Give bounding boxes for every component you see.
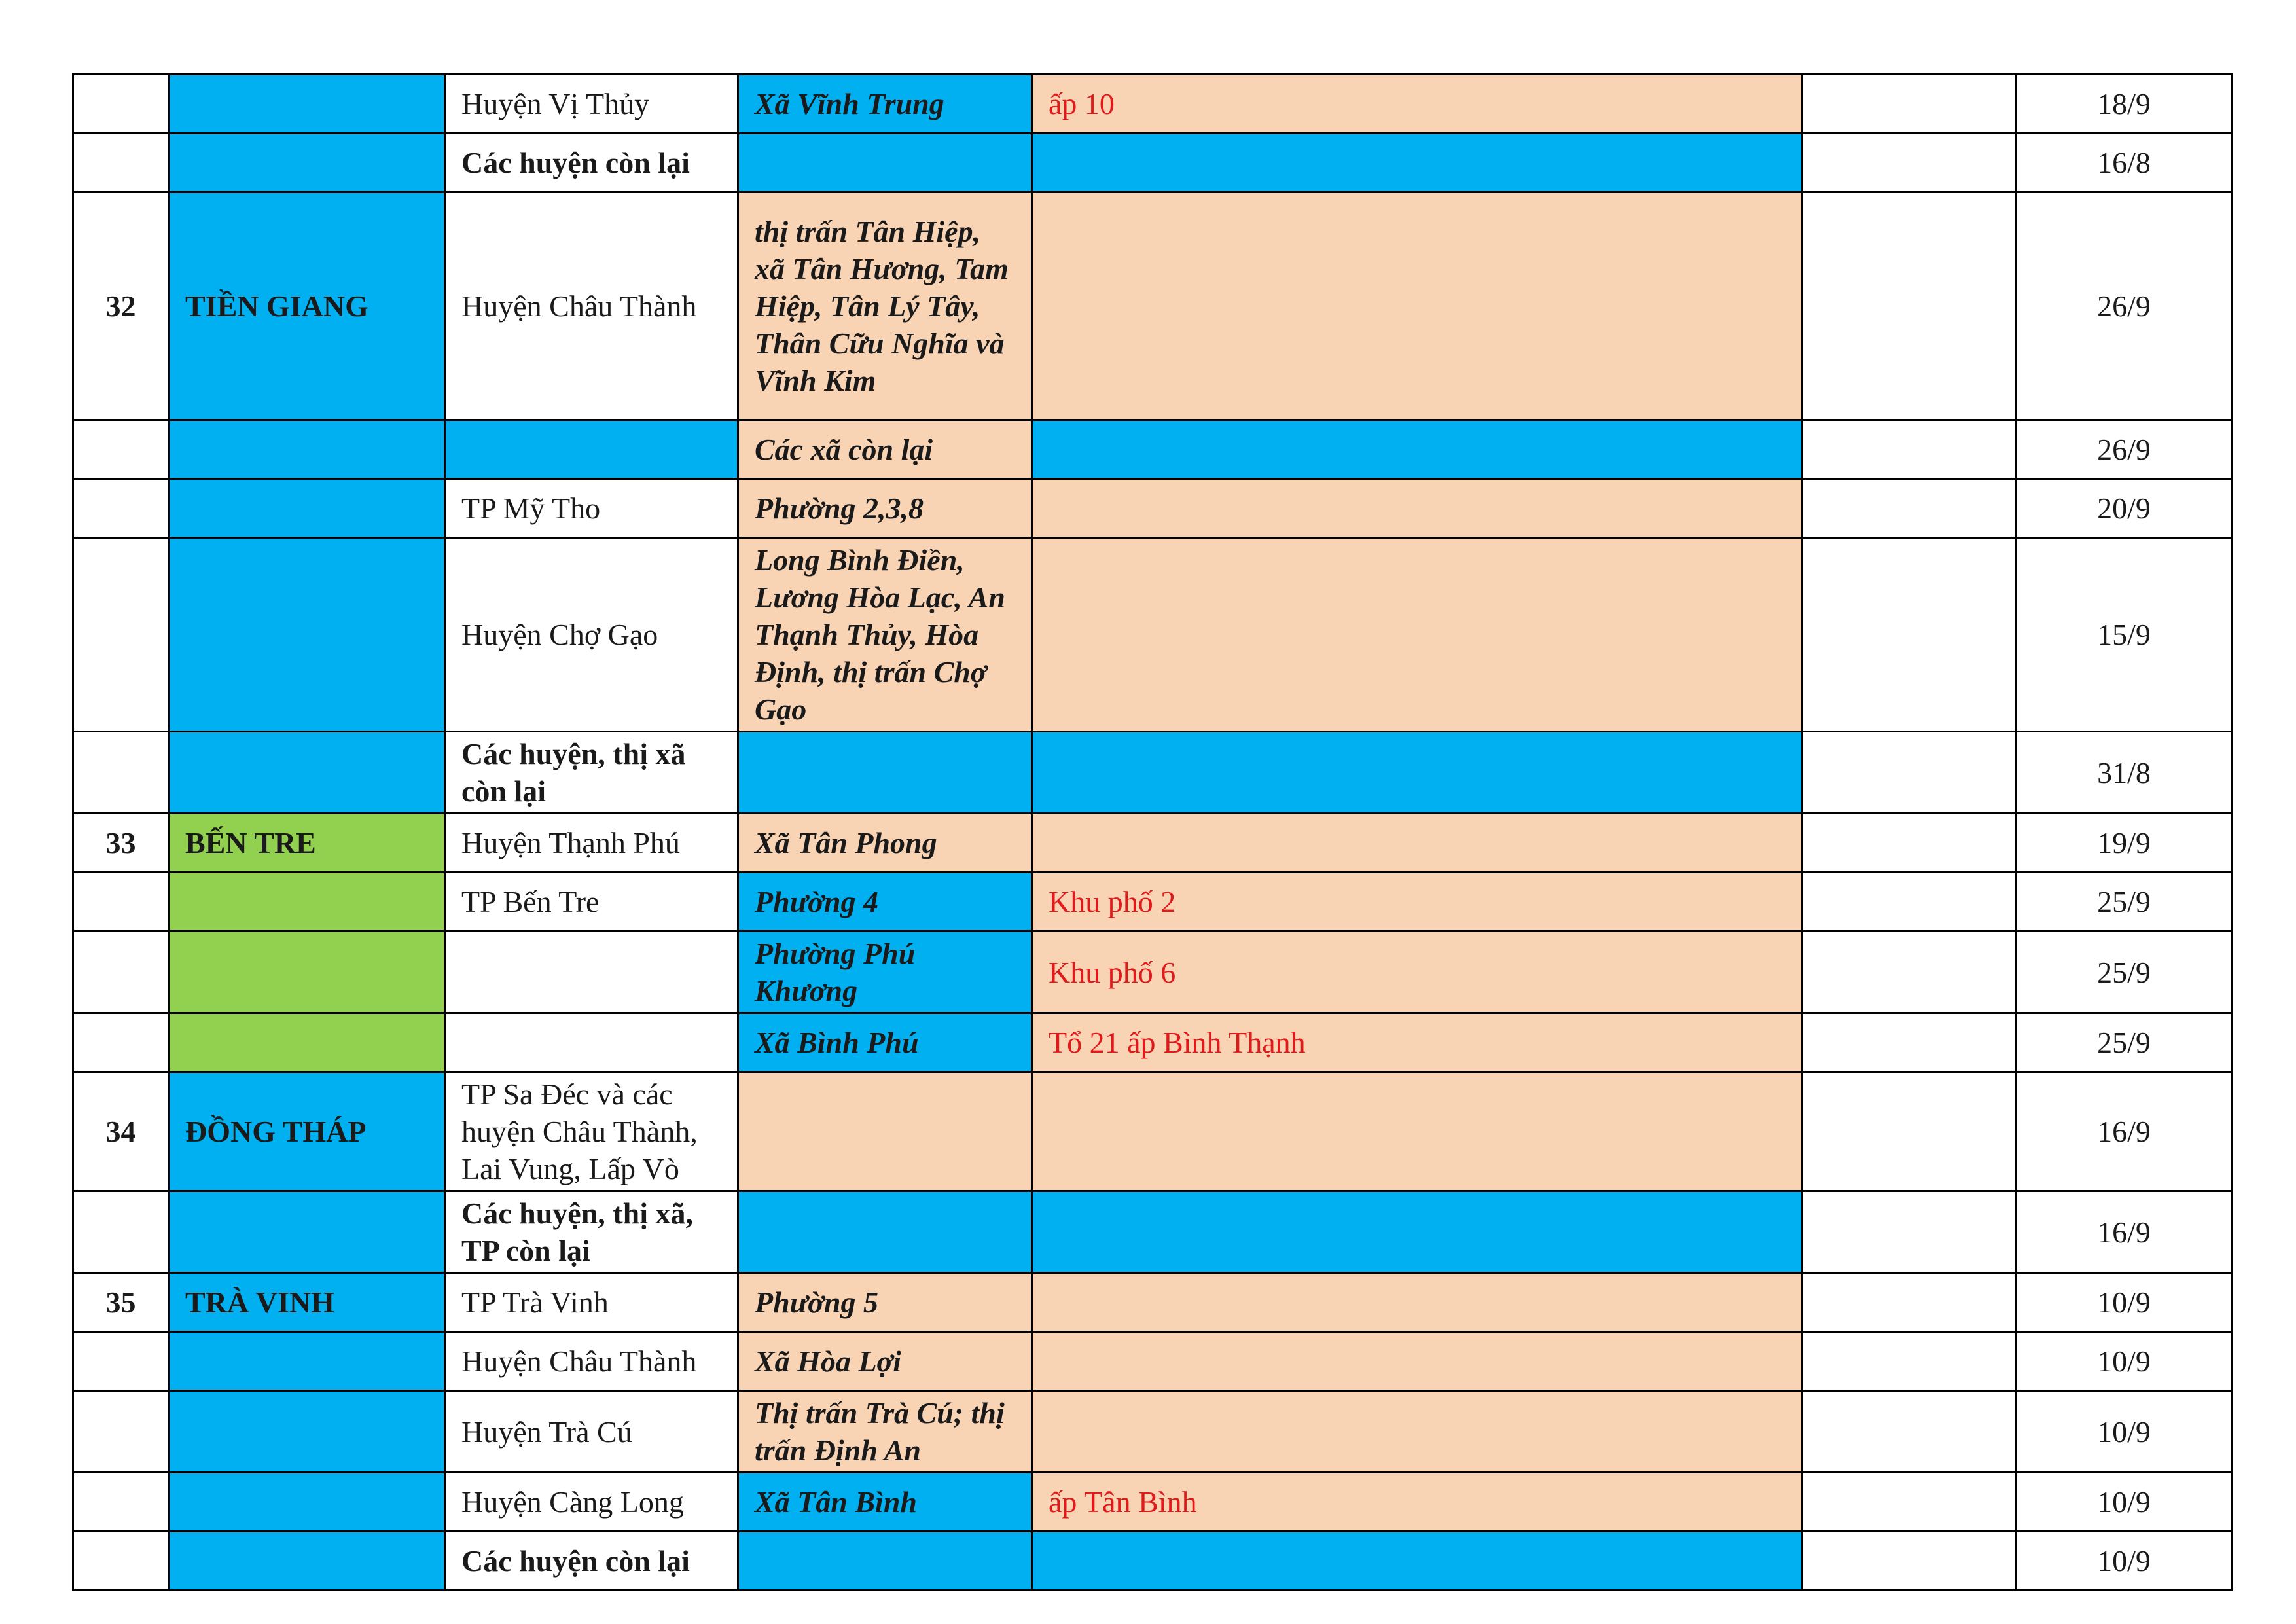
district-cell: Huyện Chợ Gạo (445, 538, 738, 732)
table-row (73, 1473, 2232, 1532)
commune-cell (738, 1532, 1032, 1591)
blank-cell (1803, 75, 2017, 134)
province-cell (169, 75, 445, 134)
date-cell: 10/9 (2017, 1532, 2232, 1591)
province-schedule-table (72, 73, 2233, 1591)
date-cell: 26/9 (2017, 192, 2232, 420)
row-number-cell (73, 538, 169, 732)
commune-cell: thị trấn Tân Hiệp, xã Tân Hương, Tam Hiệp, Tân Lý Tây, Thân Cữu Nghĩa và Vĩnh Kim (738, 192, 1032, 420)
province-cell (169, 1013, 445, 1072)
area-cell: Khu phố 6 (1032, 931, 1803, 1013)
area-cell (1032, 538, 1803, 732)
blank-cell (1803, 732, 2017, 814)
date-cell: 19/9 (2017, 814, 2232, 873)
date-cell: 26/9 (2017, 420, 2232, 479)
area-cell (1032, 1332, 1803, 1391)
table-row (73, 814, 2232, 873)
district-cell (445, 420, 738, 479)
commune-cell: Thị trấn Trà Cú; thị trấn Định An (738, 1391, 1032, 1473)
province-cell: TRÀ VINH (169, 1273, 445, 1332)
area-cell (1032, 1273, 1803, 1332)
table-row (73, 873, 2232, 931)
area-cell (1032, 732, 1803, 814)
province-cell (169, 1391, 445, 1473)
row-number-cell (73, 1013, 169, 1072)
district-cell: Các huyện, thị xã, TP còn lại (445, 1191, 738, 1273)
date-cell: 20/9 (2017, 479, 2232, 538)
commune-cell: Phường Phú Khương (738, 931, 1032, 1013)
commune-cell: Xã Vĩnh Trung (738, 75, 1032, 134)
blank-cell (1803, 1473, 2017, 1532)
area-cell: ấp Tân Bình (1032, 1473, 1803, 1532)
blank-cell (1803, 1013, 2017, 1072)
blank-cell (1803, 192, 2017, 420)
blank-cell (1803, 420, 2017, 479)
area-cell (1032, 420, 1803, 479)
district-cell: Các huyện còn lại (445, 134, 738, 192)
commune-cell: Phường 2,3,8 (738, 479, 1032, 538)
blank-cell (1803, 134, 2017, 192)
province-cell (169, 538, 445, 732)
date-cell: 31/8 (2017, 732, 2232, 814)
commune-cell (738, 1072, 1032, 1191)
blank-cell (1803, 538, 2017, 732)
table-row (73, 75, 2232, 134)
area-cell (1032, 1391, 1803, 1473)
commune-cell (738, 1191, 1032, 1273)
date-cell: 10/9 (2017, 1332, 2232, 1391)
commune-cell: Phường 4 (738, 873, 1032, 931)
district-cell (445, 931, 738, 1013)
district-cell: TP Sa Đéc và các huyện Châu Thành, Lai Vung, Lấp Vò (445, 1072, 738, 1191)
province-cell (169, 479, 445, 538)
area-cell (1032, 479, 1803, 538)
area-cell (1032, 1532, 1803, 1591)
table-row (73, 538, 2232, 732)
row-number-cell (73, 1191, 169, 1273)
row-number-cell (73, 931, 169, 1013)
district-cell: Các huyện còn lại (445, 1532, 738, 1591)
date-cell: 16/9 (2017, 1072, 2232, 1191)
blank-cell (1803, 931, 2017, 1013)
table-row (73, 1273, 2232, 1332)
row-number-cell: 35 (73, 1273, 169, 1332)
province-cell (169, 1332, 445, 1391)
area-cell (1032, 134, 1803, 192)
area-cell (1032, 1072, 1803, 1191)
province-cell (169, 1191, 445, 1273)
date-cell: 18/9 (2017, 75, 2232, 134)
district-cell: TP Bến Tre (445, 873, 738, 931)
row-number-cell (73, 1332, 169, 1391)
row-number-cell (73, 134, 169, 192)
table-row (73, 1391, 2232, 1473)
date-cell: 10/9 (2017, 1473, 2232, 1532)
area-cell: Khu phố 2 (1032, 873, 1803, 931)
table-row (73, 1072, 2232, 1191)
area-cell: Tổ 21 ấp Bình Thạnh (1032, 1013, 1803, 1072)
table-row (73, 420, 2232, 479)
district-cell: Huyện Vị Thủy (445, 75, 738, 134)
province-cell: TIỀN GIANG (169, 192, 445, 420)
commune-cell: Phường 5 (738, 1273, 1032, 1332)
district-cell: Huyện Châu Thành (445, 1332, 738, 1391)
province-cell (169, 873, 445, 931)
district-cell: Huyện Trà Cú (445, 1391, 738, 1473)
table-row (73, 192, 2232, 420)
row-number-cell: 32 (73, 192, 169, 420)
date-cell: 10/9 (2017, 1273, 2232, 1332)
district-cell (445, 1013, 738, 1072)
district-cell: TP Trà Vinh (445, 1273, 738, 1332)
province-cell (169, 420, 445, 479)
row-number-cell (73, 732, 169, 814)
province-cell (169, 1532, 445, 1591)
row-number-cell: 34 (73, 1072, 169, 1191)
table-row (73, 1191, 2232, 1273)
row-number-cell (73, 1391, 169, 1473)
province-cell (169, 732, 445, 814)
province-cell (169, 134, 445, 192)
date-cell: 25/9 (2017, 1013, 2232, 1072)
commune-cell (738, 732, 1032, 814)
blank-cell (1803, 873, 2017, 931)
area-cell (1032, 1191, 1803, 1273)
table-row (73, 134, 2232, 192)
area-cell: ấp 10 (1032, 75, 1803, 134)
row-number-cell (73, 420, 169, 479)
date-cell: 16/8 (2017, 134, 2232, 192)
province-cell (169, 1473, 445, 1532)
blank-cell (1803, 1191, 2017, 1273)
commune-cell: Long Bình Điền, Lương Hòa Lạc, An Thạnh Thủy, Hòa Định, thị trấn Chợ Gạo (738, 538, 1032, 732)
district-cell: Các huyện, thị xã còn lại (445, 732, 738, 814)
table-row (73, 931, 2232, 1013)
province-cell: ĐỒNG THÁP (169, 1072, 445, 1191)
blank-cell (1803, 1072, 2017, 1191)
blank-cell (1803, 479, 2017, 538)
row-number-cell (73, 873, 169, 931)
blank-cell (1803, 1532, 2017, 1591)
date-cell: 15/9 (2017, 538, 2232, 732)
district-cell: TP Mỹ Tho (445, 479, 738, 538)
blank-cell (1803, 1332, 2017, 1391)
table-body (73, 75, 2232, 1591)
table-row (73, 1332, 2232, 1391)
row-number-cell: 33 (73, 814, 169, 873)
district-cell: Huyện Càng Long (445, 1473, 738, 1532)
commune-cell: Xã Hòa Lợi (738, 1332, 1032, 1391)
row-number-cell (73, 1532, 169, 1591)
commune-cell: Xã Tân Phong (738, 814, 1032, 873)
blank-cell (1803, 1273, 2017, 1332)
date-cell: 25/9 (2017, 931, 2232, 1013)
table-row (73, 732, 2232, 814)
date-cell: 25/9 (2017, 873, 2232, 931)
row-number-cell (73, 479, 169, 538)
commune-cell: Các xã còn lại (738, 420, 1032, 479)
area-cell (1032, 192, 1803, 420)
row-number-cell (73, 1473, 169, 1532)
row-number-cell (73, 75, 169, 134)
table-row (73, 1532, 2232, 1591)
district-cell: Huyện Thạnh Phú (445, 814, 738, 873)
table-row (73, 1013, 2232, 1072)
commune-cell: Xã Bình Phú (738, 1013, 1032, 1072)
blank-cell (1803, 1391, 2017, 1473)
commune-cell: Xã Tân Bình (738, 1473, 1032, 1532)
date-cell: 16/9 (2017, 1191, 2232, 1273)
district-cell: Huyện Châu Thành (445, 192, 738, 420)
province-cell: BẾN TRE (169, 814, 445, 873)
date-cell: 10/9 (2017, 1391, 2232, 1473)
table-row (73, 479, 2232, 538)
commune-cell (738, 134, 1032, 192)
province-cell (169, 931, 445, 1013)
area-cell (1032, 814, 1803, 873)
blank-cell (1803, 814, 2017, 873)
